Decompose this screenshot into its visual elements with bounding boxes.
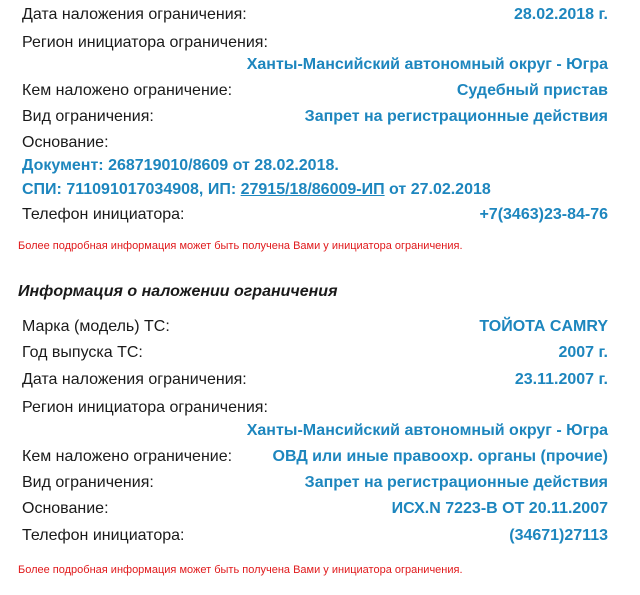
r1-date-value: 28.02.2018 г. bbox=[513, 6, 608, 23]
r1-phone-label: Телефон инициатора: bbox=[22, 206, 185, 223]
r2-model-row bbox=[22, 318, 608, 344]
r2-model-label: Марка (модель) ТС: bbox=[22, 318, 170, 335]
r1-ip-link[interactable]: 27915/18/86009-ИП bbox=[240, 181, 385, 198]
r2-model-value: ТОЙОТА CAMRY bbox=[479, 318, 608, 335]
r1-phone-value: +7(3463)23-84-76 bbox=[479, 206, 608, 223]
r1-spi-suffix: от 27.02.2018 bbox=[384, 181, 491, 198]
r2-region-value-row bbox=[22, 422, 608, 448]
r1-phone-row bbox=[22, 206, 608, 232]
r2-phone-value: (34671)27113 bbox=[509, 527, 608, 544]
r1-type-value: Запрет на регистрационные действия bbox=[304, 108, 608, 125]
r2-date-row bbox=[22, 371, 608, 397]
r1-imposed-value: Судебный пристав bbox=[456, 82, 608, 99]
r2-info-note: Более подробная информация может быть получена Вами у инициатора ограничения. bbox=[18, 564, 463, 576]
r2-date-value: 23.11.2007 г. bbox=[514, 371, 608, 388]
r1-imposed-row bbox=[22, 82, 608, 108]
r1-region-label: Регион инициатора ограничения: bbox=[22, 34, 268, 51]
r2-region-label: Регион инициатора ограничения: bbox=[22, 399, 268, 416]
r1-date-row bbox=[22, 6, 608, 32]
r1-type-label: Вид ограничения: bbox=[22, 108, 154, 125]
r2-type-row bbox=[22, 474, 608, 500]
r2-region-value: Ханты-Мансийский автономный округ - Югра bbox=[246, 422, 608, 439]
r1-info-note: Более подробная информация может быть получена Вами у инициатора ограничения. bbox=[18, 240, 463, 252]
r2-basis-label: Основание: bbox=[22, 500, 109, 517]
r2-phone-label: Телефон инициатора: bbox=[22, 527, 185, 544]
r2-type-value: Запрет на регистрационные действия bbox=[304, 474, 608, 491]
r1-basis-label: Основание: bbox=[22, 134, 109, 151]
r2-basis-value: ИСХ.N 7223-В ОТ 20.11.2007 bbox=[391, 500, 608, 517]
r1-document-line: Документ: 268719010/8609 от 28.02.2018. bbox=[22, 157, 339, 174]
r1-type-row bbox=[22, 108, 608, 134]
r1-imposed-label: Кем наложено ограничение: bbox=[22, 82, 233, 99]
r2-year-label: Год выпуска ТС: bbox=[22, 344, 143, 361]
r1-spi-prefix: СПИ: 711091017034908, ИП: bbox=[22, 181, 241, 198]
r2-year-value: 2007 г. bbox=[558, 344, 608, 361]
r2-imposed-row bbox=[22, 448, 608, 474]
r2-imposed-value: ОВД или иные правоохр. органы (прочие) bbox=[272, 448, 608, 465]
r1-date-label: Дата наложения ограничения: bbox=[22, 6, 247, 23]
r2-type-label: Вид ограничения: bbox=[22, 474, 154, 491]
section-heading: Информация о наложении ограничения bbox=[18, 283, 338, 300]
r2-date-label: Дата наложения ограничения: bbox=[22, 371, 247, 388]
r1-region-value: Ханты-Мансийский автономный округ - Югра bbox=[246, 56, 608, 73]
r2-basis-row bbox=[22, 500, 608, 526]
r2-phone-row bbox=[22, 527, 608, 553]
r1-spi-line bbox=[22, 181, 491, 199]
r2-imposed-label: Кем наложено ограничение: bbox=[22, 448, 233, 465]
r1-region-value-row bbox=[22, 56, 608, 82]
r2-year-row bbox=[22, 344, 608, 370]
